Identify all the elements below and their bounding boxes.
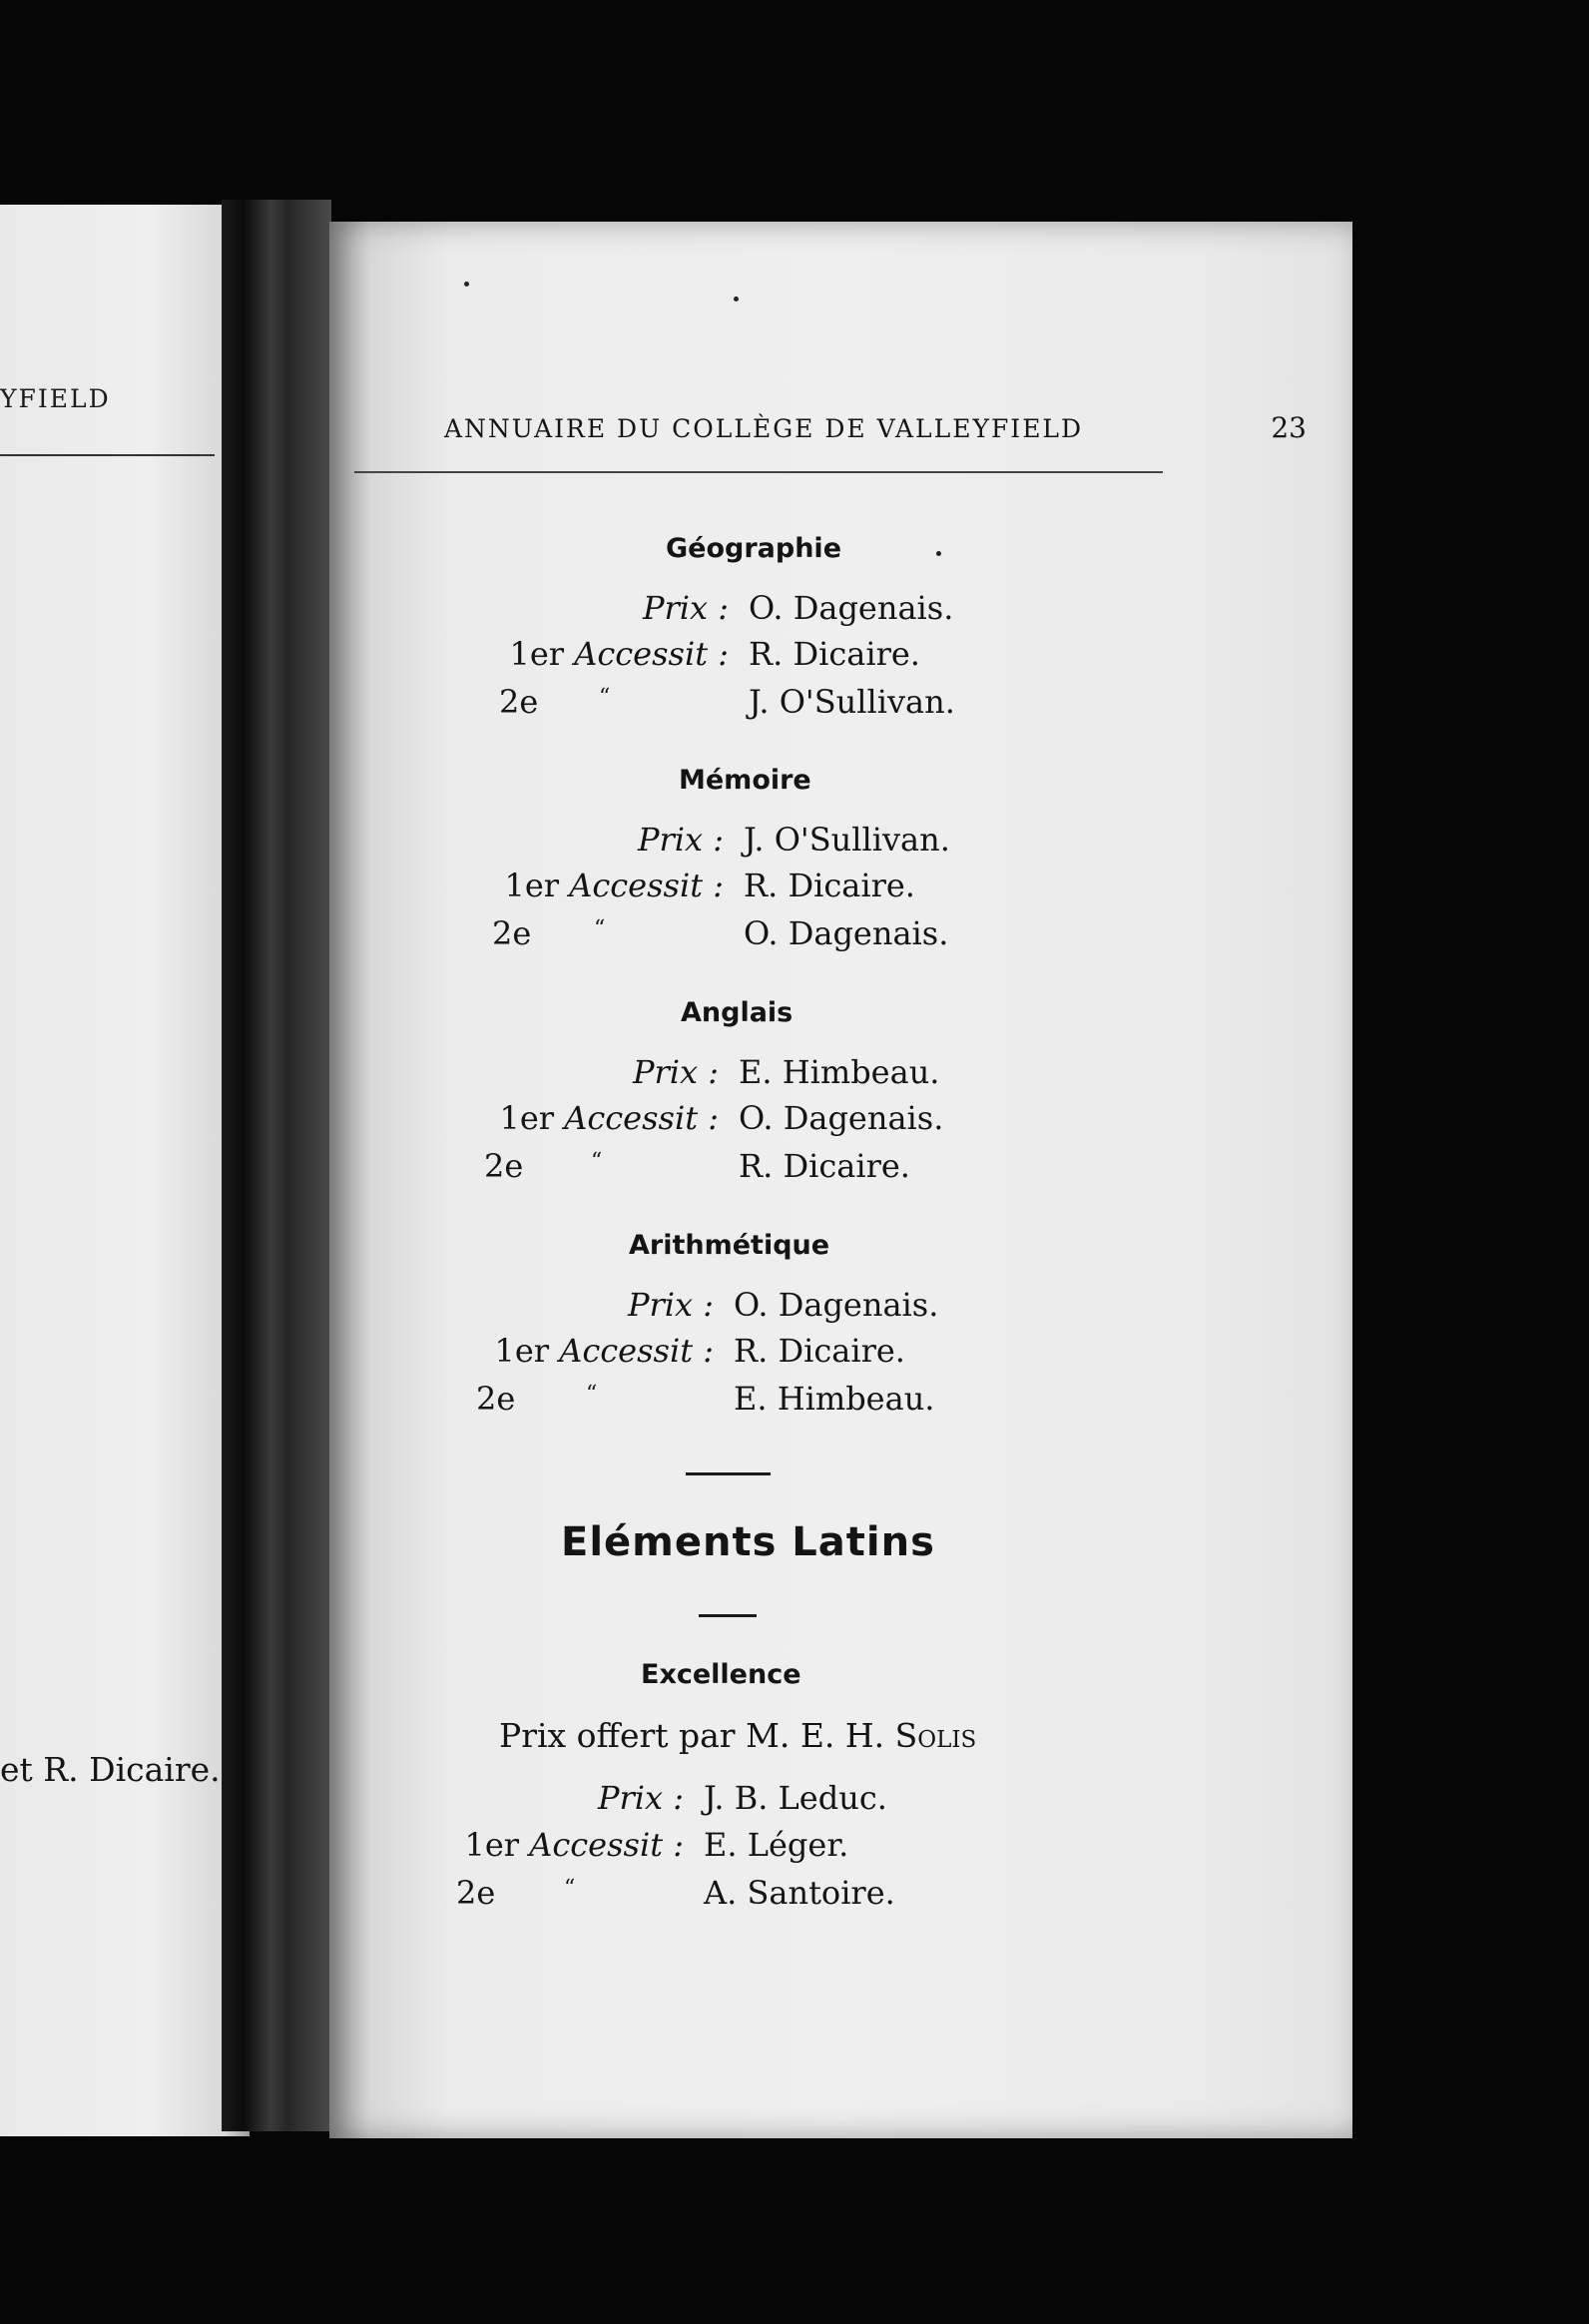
left-page-running-head: YFIELD <box>0 384 111 413</box>
ink-speck <box>464 282 469 287</box>
award-recipient: J. O'Sullivan. <box>749 683 955 721</box>
award-recipient: R. Dicaire. <box>749 635 920 673</box>
award-rank-number: 2e <box>484 1147 524 1185</box>
award-recipient: R. Dicaire. <box>739 1147 910 1185</box>
award-recipient: J. B. Leduc. <box>704 1779 887 1817</box>
ditto-mark: “ <box>594 916 606 941</box>
running-title: ANNUAIRE DU COLLÈGE DE VALLEYFIELD <box>444 414 1084 443</box>
award-rank-label: Prix : <box>632 1053 719 1091</box>
award-recipient: O. Dagenais. <box>739 1099 944 1137</box>
ditto-mark: “ <box>586 1382 598 1407</box>
award-rank <box>484 1099 719 1137</box>
award-rank-label: Accessit : <box>559 1332 714 1370</box>
head-rule <box>354 471 1163 473</box>
award-row <box>509 635 1058 675</box>
left-page-head-rule <box>0 454 215 456</box>
award-rank-number: 2e <box>499 683 539 721</box>
award-recipient: E. Léger. <box>704 1826 849 1864</box>
section-heading-anglais: Anglais <box>681 997 794 1028</box>
left-page-bottom-line: et R. Dicaire. <box>0 1750 221 1789</box>
award-row <box>464 1826 1023 1866</box>
ink-speck <box>734 296 739 301</box>
ditto-mark: “ <box>591 1149 603 1174</box>
award-recipient: R. Dicaire. <box>744 867 915 904</box>
award-recipient: O. Dagenais. <box>734 1286 939 1324</box>
award-rank-label: Prix : <box>642 589 729 627</box>
award-rank <box>476 1332 714 1370</box>
award-rank <box>524 1286 714 1324</box>
award-row <box>499 683 1058 723</box>
award-rank-number: 2e <box>456 1874 496 1912</box>
award-rank <box>504 1779 684 1817</box>
award-row <box>534 821 1053 861</box>
award-rank-number: 2e <box>492 914 532 952</box>
award-row <box>504 1779 1023 1819</box>
section-heading-arithmetique: Arithmétique <box>629 1230 830 1261</box>
award-rank <box>534 821 724 859</box>
ditto-mark: “ <box>599 685 611 710</box>
award-recipient: A. Santoire. <box>704 1874 895 1912</box>
prize-donor-line <box>499 1716 976 1755</box>
award-row <box>476 1380 1043 1420</box>
section-heading-excellence: Excellence <box>641 1659 801 1690</box>
ink-speck <box>936 551 941 556</box>
award-rank-number: 1er <box>499 1099 555 1137</box>
award-rank-label: Accessit : <box>564 1099 719 1137</box>
section-divider-rule <box>686 1472 771 1475</box>
section-heading-memoire: Mémoire <box>679 765 811 796</box>
award-rank <box>492 867 724 904</box>
award-recipient: R. Dicaire. <box>734 1332 905 1370</box>
award-row <box>456 1874 1023 1914</box>
award-row <box>539 589 1058 629</box>
award-recipient: O. Dagenais. <box>749 589 954 627</box>
award-row <box>494 1332 1043 1372</box>
award-recipient: E. Himbeau. <box>739 1053 940 1091</box>
award-rank-number: 1er <box>504 867 560 904</box>
award-row <box>492 914 1053 954</box>
award-rank-number: 1er <box>464 1826 520 1864</box>
book-gutter <box>222 200 331 2131</box>
award-row <box>524 1286 1043 1326</box>
award-rank <box>456 1826 684 1864</box>
award-rank-number: 1er <box>494 1332 550 1370</box>
ditto-mark: “ <box>564 1876 576 1901</box>
award-rank-label: Accessit : <box>529 1826 684 1864</box>
award-rank-label: Prix : <box>627 1286 714 1324</box>
award-rank <box>499 635 729 673</box>
award-row <box>484 1147 1048 1187</box>
page-number: 23 <box>1271 411 1307 444</box>
prize-donor-name: Solis <box>894 1716 977 1755</box>
award-rank-number: 1er <box>509 635 565 673</box>
award-row <box>504 867 1053 906</box>
award-rank-label: Accessit : <box>574 635 729 673</box>
award-rank <box>539 589 729 627</box>
award-rank-label: Accessit : <box>569 867 724 904</box>
prize-donor-prefix: Prix offert par M. E. H. <box>499 1716 895 1755</box>
award-rank-label: Prix : <box>597 1779 684 1817</box>
award-rank <box>529 1053 719 1091</box>
award-recipient: J. O'Sullivan. <box>744 821 950 859</box>
division-title-rule <box>699 1614 757 1617</box>
section-heading-geographie: Géographie <box>666 533 842 564</box>
right-page <box>329 222 1352 2138</box>
award-rank-number: 2e <box>476 1380 516 1418</box>
running-head <box>444 411 1313 451</box>
left-page <box>0 205 250 2136</box>
award-recipient: E. Himbeau. <box>734 1380 935 1418</box>
award-rank-label: Prix : <box>637 821 724 859</box>
award-row <box>529 1053 1048 1093</box>
division-title: Eléments Latins <box>561 1519 935 1565</box>
award-row <box>499 1099 1048 1139</box>
award-recipient: O. Dagenais. <box>744 914 949 952</box>
